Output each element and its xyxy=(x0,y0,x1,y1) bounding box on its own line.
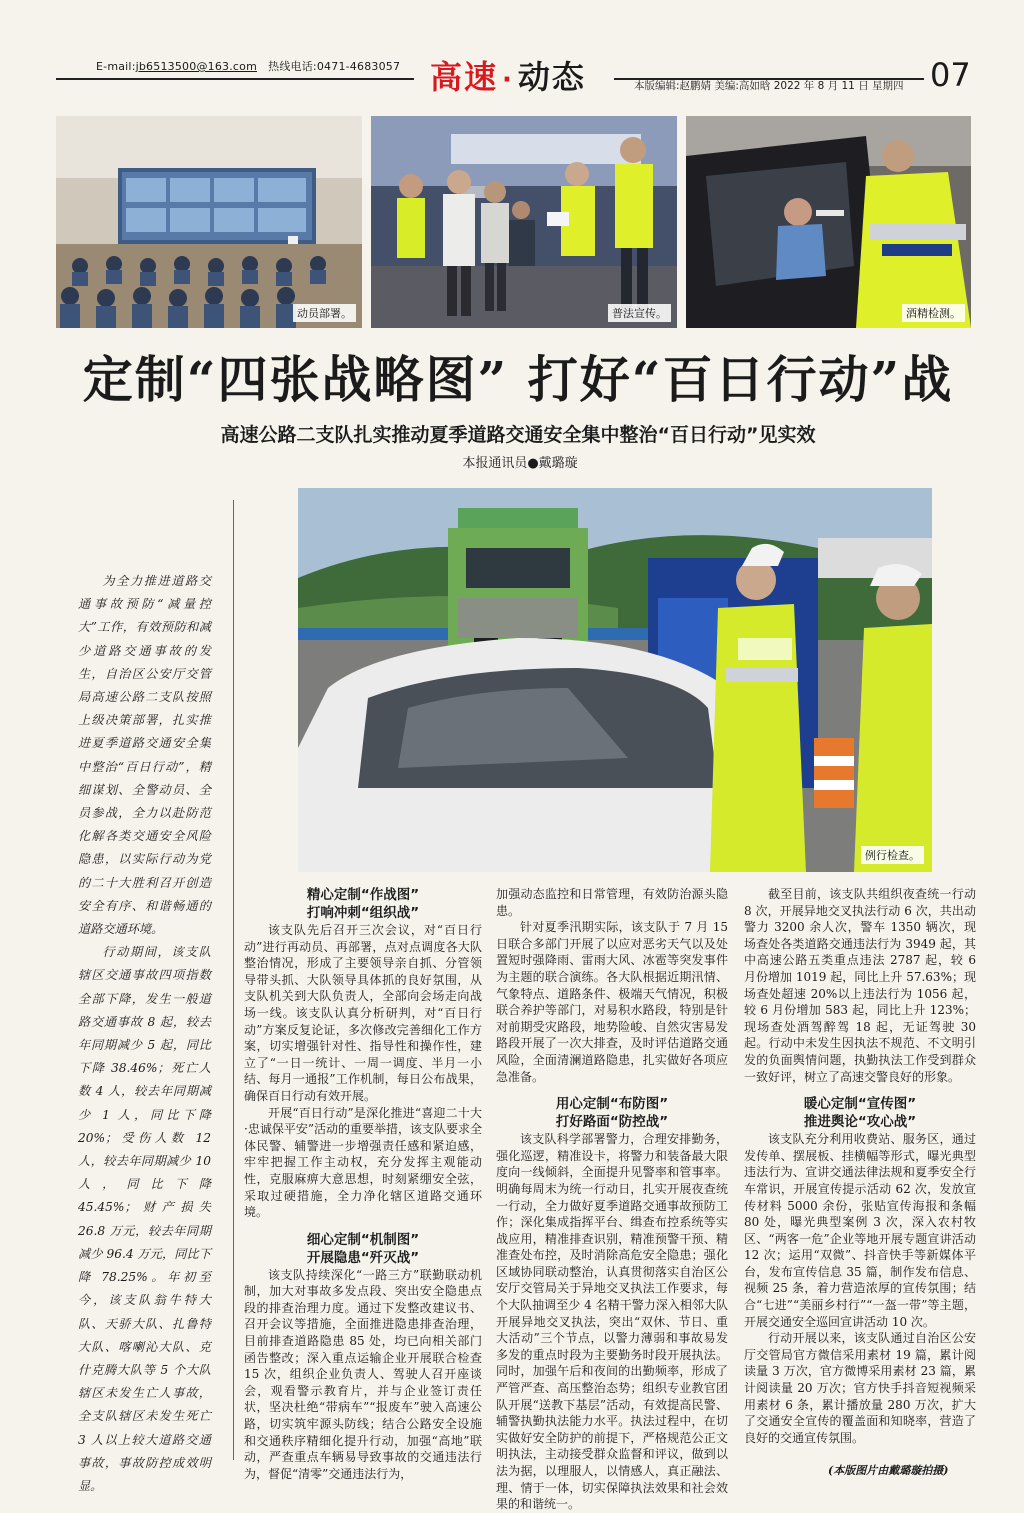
photo-legal-promotion xyxy=(371,116,677,328)
column-1 xyxy=(244,886,482,1481)
section-2-paragraph-1-continued: 加强动态监控和日常管理，有效防治源头隐患。 xyxy=(496,887,728,918)
column-2 xyxy=(496,886,728,1512)
header-rule-left xyxy=(56,78,414,80)
article-headline: 定制“四张战略图” 打好“百日行动”战 xyxy=(82,350,954,409)
caption-routine-check: 例行检查。 xyxy=(861,846,924,864)
column-3 xyxy=(744,886,976,1462)
section-title-dot: · xyxy=(502,65,514,95)
checkpoint-image xyxy=(298,488,932,872)
section-4-paragraph-2: 行动开展以来，该支队通过自治区公安厅交管局官方微信采用素材 19 篇，累计阅读量 3 万次，官方微博采用素材 23 篇，累计阅读量 20 万次；官方快手抖音短视频采用素材 6 条，累计播放量 280 万次，扩大了交通安全宣传的覆盖面和知晓率，营造了良好的交通宣传氛围。 xyxy=(744,1331,976,1445)
article-subheadline: 高速公路二支队扎实推动夏季道路交通安全集中整治“百日行动”见实效 xyxy=(220,424,816,446)
hotline-label: 热线电话: xyxy=(268,60,317,73)
section-2-paragraph-2: 针对夏季汛期实际，该支队于 7 月 15 日联合多部门开展了以应对恶劣天气以及处置短时强降雨、雷雨大风、冰雹等突发事件为主题的联合演练。各大队根据近期汛情、气象特点、道路条件、极端天气情况，积极联合养护等部门，对易积水路段，特别是针对前期受灾路段，地势险峻、自然灾害易发路段开展了一次大排查，及时评估道路交通风险，全面清澜道路隐患，扎实做好各项应急准备。 xyxy=(496,920,728,1084)
section-3-paragraph-2: 截至目前，该支队共组织夜查统一行动 8 次，开展异地交叉执法行动 6 次，共出动警力 3200 余人次，警车 1350 辆次，现场查处各类道路交通违法行为 3949 起，其中高速公路五类重点违法 2787 起，较 6 月份增加 1019 起，同比上升 57.63%；现场查处超速 20%以上违法行为 1056 起，较 6 月份增加 583 起，同比上升 123%；现场查处酒驾醉驾 18 起，无证驾驶 30 起。行动中未发生因执法不规范、不文明引发的负面舆情问题，执勤执法工作受到群众一致好评，树立了高速交警良好的形象。 xyxy=(744,887,976,1084)
section-1-title-line-1: 精心定制“作战图” xyxy=(306,887,420,903)
section-3-title-line-2: 打好路面“防控战” xyxy=(555,1114,669,1131)
section-3-title xyxy=(496,1095,728,1131)
alcohol-test-image xyxy=(686,116,971,328)
section-1-title xyxy=(244,886,482,922)
article-byline: 本报通讯员●戴璐璇 xyxy=(462,456,578,471)
column-divider-lead xyxy=(233,500,234,1460)
section-2-title-line-2: 开展隐患“歼灭战” xyxy=(306,1249,420,1266)
section-2-title xyxy=(244,1231,482,1267)
section-title xyxy=(430,52,586,98)
photo-alcohol-test xyxy=(686,116,971,328)
section-3-paragraph-1: 该支队科学部署警力，合理安排勤务，强化巡逻，精准设卡，将警力和装备最大限度向一线倾斜，全面提升见警率和管事率。明确每周末为统一行动日，扎实开展夜查统一行动，全力做好夏季道路交通事故预防工作；深化集成指挥平台、缉查布控系统等实战应用，精准排查识别，精准预警干预、精准查处布控，及时消除高危安全隐患；强化区域协同联动整治，认真贯彻落实自治区公安厅交管局关于异地交叉执法工作要求，每个大队抽调至少 4 名精干警力深入相邻大队开展异地交叉执法，突出“双休、节日、重大活动”三个节点，以警力薄弱和事故易发多发的重点时段为主要勤务时段开展执法。同时，加强午后和夜间的出勤频率，形成了严管严查、高压整治态势；组织专业教官团队开展“送教下基层”活动，有效提高民警、辅警执勤执法能力水平。执法过程中，在切实做好安全防护的前提下，严格规范公正文明执法，主动接受群众监督和评议，做到以法为据，以理服人，以情感人，真正融法、理、情于一体，切实保障执法效果和社会效果的和谐统一。 xyxy=(496,1132,728,1512)
lead-paragraph-1: 为全力推进道路交通事故预防“减量控大”工作，有效预防和减少道路交通事故的发生，自治区公安厅交管局高速公路二支队按照上级决策部署，扎实推进夏季道路交通安全集中整治“百日行动”，精细谋划、全警动员、全员参战，全力以赴防范化解各类交通安全风险隐患，以实际行动为党的二十大胜利召开创造安全有序、和谐畅通的道路交通环境。 xyxy=(78,574,211,937)
section-title-b: 动态 xyxy=(517,58,586,96)
caption-alcohol-test: 酒精检测。 xyxy=(902,304,965,322)
photo-mobilization xyxy=(56,116,362,328)
meeting-room-image xyxy=(56,116,362,328)
editor-info: 本版编辑:赵鹏婧 美编:高如晗 2022 年 8 月 11 日 星期四 xyxy=(634,80,904,92)
lead-column xyxy=(78,570,211,1493)
officers-briefing-image xyxy=(371,116,677,328)
hotline-number: 0471-4683057 xyxy=(316,60,401,73)
section-3-title-line-1: 用心定制“布防图” xyxy=(555,1096,669,1113)
photo-routine-check xyxy=(298,488,932,872)
email-address[interactable]: jb6513500@163.com xyxy=(135,60,258,73)
page-number: 07 xyxy=(930,56,971,94)
caption-legal-promotion: 普法宣传。 xyxy=(608,304,671,322)
section-2-title-line-1: 细心定制“机制图” xyxy=(306,1231,420,1248)
email-label: E-mail: xyxy=(96,60,136,73)
section-4-title xyxy=(744,1095,976,1131)
section-4-title-line-1: 暖心定制“宣传图” xyxy=(803,1096,917,1113)
caption-mobilization: 动员部署。 xyxy=(293,304,356,322)
section-1-title-line-2: 打响冲刺“组织战” xyxy=(306,905,420,921)
section-1-paragraph-2: 开展“百日行动”是深化推进“喜迎二十大·忠诚保平安”活动的重要举措，该支队要求全体民警、辅警进一步增强责任感和紧迫感，牢牢把握工作主动权，充分发挥主观能动性，克服麻痹大意思想，时刻紧绷安全弦，采取过硬措施，全力净化辖区道路交通环境。 xyxy=(244,1105,482,1220)
lead-paragraph-2: 行动期间，该支队辖区交通事故四项指数全部下降，发生一般道路交通事故 8 起，较去年同期减少 5 起，同比下降 38.46%；死亡人数 4 人，较去年同期减少 1 人，同比下降 20%；受伤人数 12 人，较去年同期减少 10 人，同比下降 45.45%；财产损失 26.8 万元，较去年同期减少 96.4 万元，同比下降 78.25%。年初至今，该支队翁牛特大队、天骄大队、扎鲁特大队、喀喇沁大队、克什克腾大队等 5 个大队辖区未发生亡人事故，全支队辖区未发生死亡 3 人以上较大道路交通事故，事故防控成效明显。 xyxy=(78,945,211,1493)
section-title-a: 高速 xyxy=(430,58,499,96)
section-2-paragraph-1: 该支队持续深化“一路三方”联勤联动机制，加大对事故多发点段、突出安全隐患点段的排查治理力度。通过下发整改建议书、召开会议等措施，全面推进隐患排查治理，目前排查道路隐患 85 处，均已向相关部门函告整改；深入重点运输企业开展联合检查 15 次，组织企业负责人、驾驶人召开座谈会，观看警示教育片，并与企业签订责任状，坚决杜绝“带病车”“报废车”驶入高速公路，切实筑牢源头防线；结合公路安全设施和交通秩序精细化提升行动，加强“高地”联动，严查重点车辆易导致事故的交通违法行为，督促“清零”交通违法行为， xyxy=(244,1267,482,1481)
masthead-contact xyxy=(96,58,400,74)
photo-credit: (本版图片由戴璐璇拍摄) xyxy=(828,1464,949,1477)
section-4-paragraph-1: 该支队充分利用收费站、服务区，通过发传单、摆展板、挂横幅等形式，曝光典型违法行为、宣讲交通法律法规和夏季安全行车常识，开展宣传提示活动 62 次，发放宣传材料 5000 余份，张贴宣传海报和条幅 80 处，曝光典型案例 3 次，深入农村牧区、“两客一危”企业等地开展专题宣讲活动 12 次；运用“双微”、抖音快手等新媒体平台，发布宣传信息 35 篇，制作发布信息、视频 25 条，着力营造浓厚的宣传氛围；结合“七进”“美丽乡村行”“一盔一带”等主题，开展交通安全巡回宣讲活动 10 次。 xyxy=(744,1132,976,1329)
section-4-title-line-2: 推进舆论“攻心战” xyxy=(803,1114,917,1131)
section-1-paragraph-1: 该支队先后召开三次会议，对“百日行动”进行再动员、再部署，点对点调度各大队整治情况，形成了主要领导亲自抓、分管领导带头抓、大队领导具体抓的良好氛围，从支队机关到大队负责人，全部向会场走向战场一线。该支队认真分析研判，对“百日行动”方案反复论证，多次修改完善细化工作方案，切实增强针对性、指导性和操作性，建立了“一日一统计、一周一调度、半月一小结、每月一通报”工作机制，每日公布战果，确保百日行动有效开展。 xyxy=(244,923,482,1103)
